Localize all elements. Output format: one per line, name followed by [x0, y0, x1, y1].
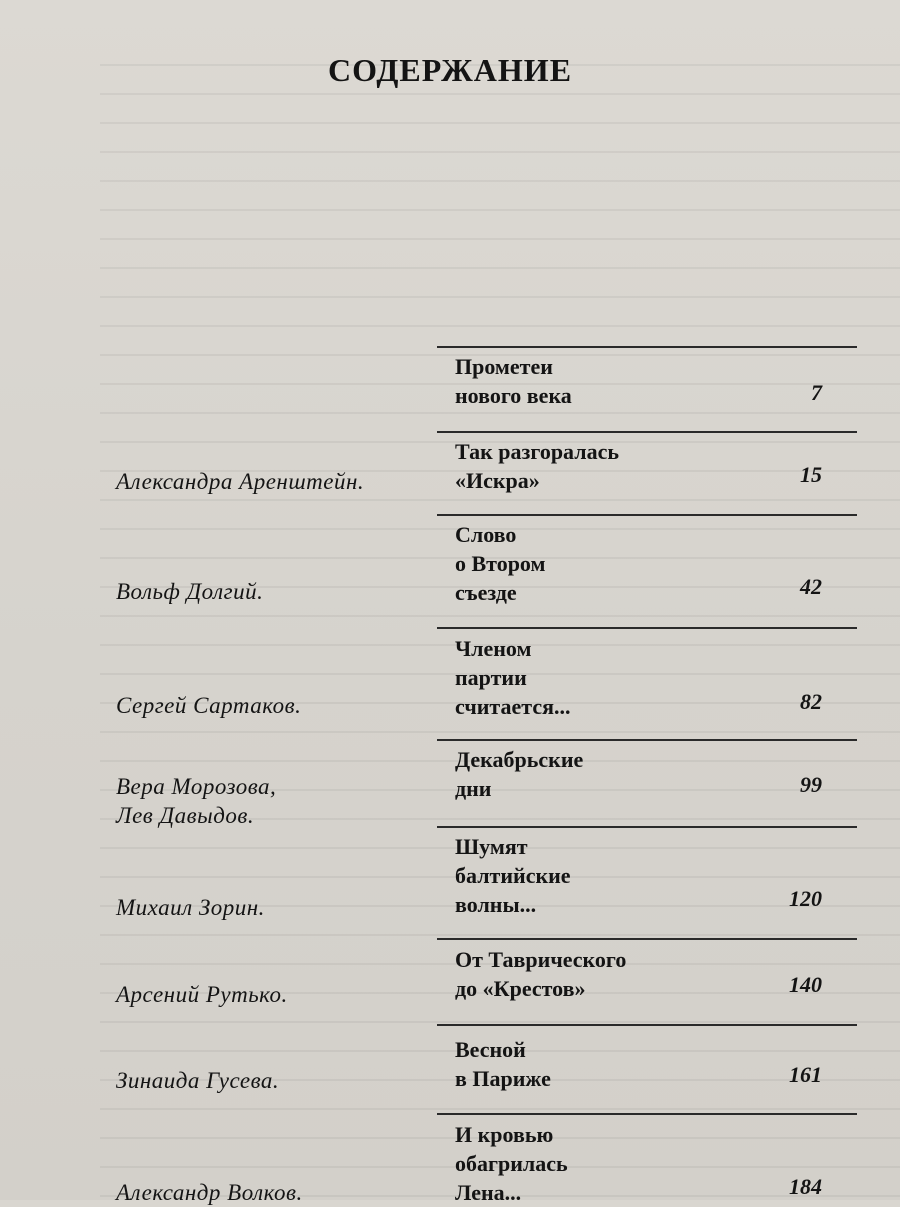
entry-title-line: «Искра» — [455, 468, 540, 493]
entry-author: Вольф Долгий. — [116, 579, 264, 604]
show-through-texture — [100, 50, 900, 1200]
entry-page-number: 42 — [800, 574, 822, 599]
entry-title — [455, 352, 572, 410]
entry-divider — [437, 739, 857, 741]
entry-divider — [437, 938, 857, 940]
entry-author: Александра Аренштейн. — [116, 469, 365, 494]
entry-title-line: балтийские — [455, 863, 571, 888]
entry-title — [455, 745, 583, 803]
entry-title — [455, 1035, 551, 1093]
entry-title — [455, 945, 626, 1003]
entry-title — [455, 634, 571, 721]
entry-divider — [437, 826, 857, 828]
entry-title-line: Шумят — [455, 834, 528, 859]
entry-title-line: Членом — [455, 636, 532, 661]
entry-title-line: нового века — [455, 383, 572, 408]
entry-title-line: дни — [455, 776, 492, 801]
entry-title-line: Декабрьские — [455, 747, 584, 772]
entry-title-line: считается... — [455, 694, 571, 719]
entry-page-number: 184 — [789, 1174, 822, 1199]
entry-author: Михаил Зорин. — [116, 895, 265, 920]
entry-title — [455, 520, 546, 607]
entry-divider — [437, 514, 857, 516]
entry-title-line: Лена... — [455, 1180, 522, 1205]
entry-title-line: обагрилась — [455, 1151, 568, 1176]
entry-title-line: волны... — [455, 892, 537, 917]
page-title: СОДЕРЖАНИЕ — [327, 52, 573, 88]
entry-page-number: 82 — [800, 689, 822, 714]
entry-page-number: 15 — [800, 462, 822, 487]
entry-title-line: о Втором — [455, 551, 546, 576]
entry-author: Вера Морозова, Лев Давыдов. — [116, 774, 277, 828]
entry-divider — [437, 1024, 857, 1026]
entry-divider — [437, 1113, 857, 1115]
entry-author: Арсений Рутько. — [116, 982, 288, 1007]
entry-title-line: От Таврического — [455, 947, 627, 972]
entry-page-number: 99 — [800, 772, 822, 797]
entry-page-number: 140 — [789, 972, 822, 997]
entry-title — [455, 437, 619, 495]
entry-divider — [437, 431, 857, 433]
entry-author: Зинаида Гусева. — [116, 1068, 280, 1093]
entry-title-line: съезде — [455, 580, 517, 605]
entry-divider — [437, 346, 857, 348]
entry-title-line: партии — [455, 665, 527, 690]
entry-title — [455, 1120, 568, 1207]
entry-page-number: 120 — [789, 886, 822, 911]
entry-title-line: Весной — [455, 1037, 526, 1062]
entry-page-number: 7 — [811, 380, 822, 405]
entry-divider — [437, 627, 857, 629]
entry-title-line: Прометеи — [455, 354, 553, 379]
entry-title-line: Так разгоралась — [455, 439, 619, 464]
entry-author: Сергей Сартаков. — [116, 693, 302, 718]
entry-title-line: И кровью — [455, 1122, 554, 1147]
entry-title-line: Слово — [455, 522, 517, 547]
entry-page-number: 161 — [789, 1062, 822, 1087]
entry-title — [455, 832, 571, 919]
entry-title-line: до «Крестов» — [455, 976, 586, 1001]
entry-author: Александр Волков. — [116, 1180, 303, 1205]
entry-title-line: в Париже — [455, 1066, 551, 1091]
